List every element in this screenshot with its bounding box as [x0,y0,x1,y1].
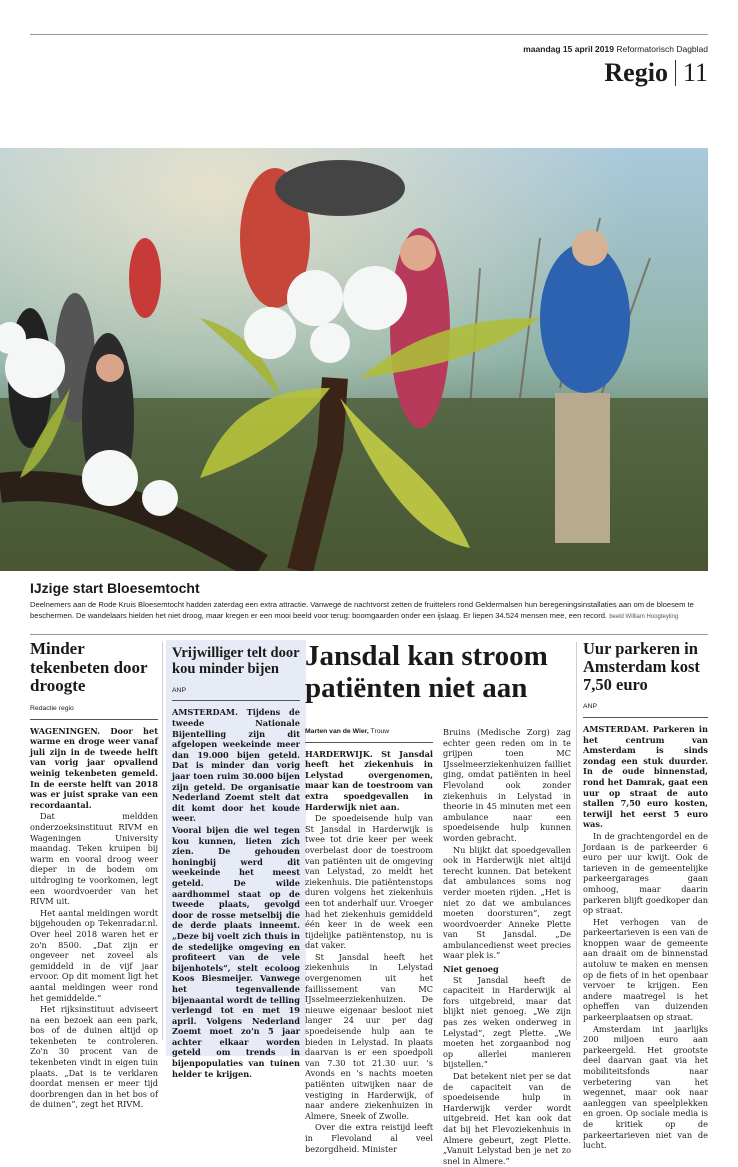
article-paragraph: AMSTERDAM. Tijdens de tweede Nationale Bijentelling zijn dit afgelopen weekeinde meer dan 19.000 bijen geteld. Dat is minder dan vorig jaar toen ruim 30.000 bijen zijn geteld. De organisatie Nederland Zoemt stelt dat dit komt door het koude weer. [172,707,300,824]
article-jansdal-col2 [443,727,571,1167]
article-tick-bites [30,640,158,1111]
issue-date: maandag 15 april 2019 [523,44,614,54]
section-rule [30,634,708,635]
article-paragraph: Amsterdam int jaarlijks 200 miljoen euro aan parkeergeld. Het grootste deel daarvan gaat via het mobiliteitsfonds naar verbetering van het wegennet, maar ook naar aanleggen van speelplekken en groen. Op sociale media is de kritiek op de parkeertarieven niet van de lucht. [583,1023,708,1151]
column-divider [576,642,577,1040]
article-title: Uur parkeren in Amsterdam kost 7,50 euro [583,639,700,695]
byline: Redactie regio [30,705,74,713]
article-lead: AMSTERDAM. Parkeren in het centrum van Amsterdam is sinds zondag een stuk duurder. In de oude binnenstad, rond het Damrak, gaat een uur op straat de auto stallen 7,50 euro kosten, terwijl het eerst 5 euro was. [583,724,708,830]
article-paragraph: Dat meldden onderzoeksinstituut RIVM en Wageningen University maandag. Teken kruipen bij warm en vooral droog weer dieper in de bodem om uitdroging te voorkomen, legt een woordvoerder van het RIVM uit. [30,811,158,907]
byline-rule [30,719,158,720]
article-title: Vrijwilliger telt door kou minder bijen [172,645,300,677]
page-number: 11 [682,58,708,87]
article-paragraph: Dat betekent niet per se dat de capaciteit van de spoedeisende hulp in Harderwijk verder wordt uitgebreid. Het kan ook dat dat bij het Flevoziekenhuis in Almere gebeurt, zegt Plette. „Vanuit Lelystad ben je net zo snel in Almere.” [443,1071,571,1166]
section-header [604,58,708,88]
article-paragraph: Het aantal meldingen wordt bijgehouden op Tekenradar.nl. Over heel 2018 waren het er zo'n 8500. „Dat zijn er ongeveer net zoveel als gemiddeld in de vijf jaar ervoor. Op dit moment ligt het aantal meldingen weer rond het gemiddelde.” [30,907,158,1003]
article-parking [583,640,708,1152]
byline-rule [172,700,300,701]
article-paragraph: St Jansdal heeft de capaciteit in Harderwijk al fors uitgebreid, maar dat blijkt niet genoeg. „We zijn pas zes weken onderweg in Lelystad”, zegt Plette. „We moeten het zorgaanbod nog op allerlei manieren bijstellen.” [443,974,571,1070]
article-paragraph: Het verhogen van de parkeertarieven is een van de knoppen waar de gemeente aan draait om de binnenstad autoluw te maken en mensen op de fiets of in het openbaar vervoer te krijgen. Een andere maatregel is het opheffen van duizenden parkeerplaatsen op straat. [583,916,708,1023]
article-paragraph: Nu blijkt dat spoedgevallen ook in Harderwijk niet altijd terecht kunnen. Dat betekent dat ambulances soms nog verder moeten rijden. „Het is niet zo dat we ambulances moeten doorsturen”, zegt woordvoerder Anneke Plette van St Jansdal. „De ambulancedienst weet precies waar plek is.” [443,844,571,961]
article-paragraph: St Jansdal heeft het ziekenhuis in Lelystad overgenomen uit het faillissement van MC IJsselmeerziekenhuizen. De nieuwe eigenaar besloot niet langer 24 uur per dag spoedeisende hulp aan te bieden in Lelystad. In plaats daarvan is er een spoedpoli van 7.30 tot 21.30 uur. 's Avonds en 's nachts moeten patiënten uitwijken naar de vestiging in Harderwijk, of naar andere ziekenhuizen in Almere, Sneek of Zwolle. [305,951,433,1121]
paper-name: Reformatorisch Dagblad [616,44,708,54]
article-paragraph: In de grachtengordel en de Jordaan is de parkeerder 6 euro per uur kwijt. Ook de tarieven in de gemeentelijke parkeergarages gaan omhoog, maar daarin parkeren blijft goedkoper dan op straat. [583,830,708,916]
section-divider [675,60,676,86]
article-paragraph: Vooral bijen die wel tegen kou kunnen, lieten zich zien. De gehouden honingbij werd dit weekeinde het meest geteld. De wilde aardhommel staat op de tweede plaats, gevolgd door de rosse metselbij die de derde plaats inneemt. „Deze bij voelt zich thuis in de stedelijke omgeving en profiteert van de vele bijenhotels”, stelt ecoloog Koos Biesmeijer. Vanwege het tegenvallende bijenaantal wordt de telling verlengd tot en met 19 april. Volgens Nederland Zoemt moet zo'n 5 jaar achter elkaar worden geteld om trends in bijenpopulaties van tuinen helder te krijgen. [172,825,300,1079]
byline-rule [305,742,433,743]
article-title: Minder tekenbeten door droogte [30,639,148,696]
article-paragraph: Het rijksinstituut adviseert na een bezoek aan een park, bos of de duinen altijd op tekenbeten te controleren. Zo'n 30 procent van de tekenbeten vindt in eigen tuin plaats. „Dat is te verklaren doordat mensen er meer tijd doorbrengen dan in het bos of de duinen”, zegt het RIVM. [30,1004,158,1110]
article-paragraph: Over die extra reistijd leeft in Flevoland al veel bezorgdheid. Minister [305,1122,433,1154]
top-rule [30,34,708,35]
article-lead: WAGENINGEN. Door het warme en droge weer vanaf juli zijn in de tweede helft van vorig jaar opvallend weinig tekenbeten gemeld. In de eerste helft van 2018 was er juist sprake van een recordaantal. [30,725,158,810]
section-name: Regio [604,58,668,87]
byline-rule [583,717,708,718]
column-divider [162,642,163,1040]
subheading: Niet genoeg [443,964,499,975]
article-paragraph: De spoedeisende hulp van St Jansdal in Harderwijk is twee tot drie keer per week overbelast door de toestroom van patiënten uit de omgeving van Lelystad, zo meldt het ziekenhuis. Die patiëntenstops duren volgens het ziekenhuis een tot anderhalf uur. Vroeger had het ziekenhuis gemiddeld één keer in de week een tijdelijke patiëntenstop, nu is dat vaker. [305,813,433,951]
article-lead: HARDERWIJK. St Jansdal heeft het ziekenhuis in Lelystad overgenomen, maar kan de toestroom van extra spoedgevallen in Harderwijk niet aan. [305,748,433,812]
author: Marten van de Wier, [305,728,369,735]
article-bees [166,640,306,1079]
article-paragraph: Bruins (Medische Zorg) zag echter geen reden om in te grijpen toen MC IJsselmeerziekenhuizen failliet ging, omdat patiënten in heel Flevoland ook zonder ziekenhuis in Lelystad in theorie in 45 minuten met een ambulance naar een spoedeisende hulp kunnen worden gebracht. [443,727,571,843]
byline: ANP [172,686,186,694]
photo-caption [30,600,708,622]
byline: ANP [583,703,597,711]
photo-title: IJzige start Bloesemtocht [30,580,200,596]
article-jansdal-col1 [305,727,433,1155]
photo-caption-text: Deelnemers aan de Rode Kruis Bloesemtocht hadden zaterdag een extra attractie. Vanwege de nachtvorst zetten de fruittelers rond Geldermalsen hun beregeningsinstallaties aan om de bloesem te beschermen. De wandelaars hielden het niet droog, maar kregen er een mooi beeld voor terug: boomgaarden onder een ijslaag. Er liepen 34.524 mensen mee, een record. [30,600,694,620]
byline [305,727,433,738]
blossom-photo [0,148,708,571]
source: Trouw [370,728,390,735]
article-title-jansdal: Jansdal kan stroom patiënten niet aan [305,640,548,704]
dateline [523,44,708,54]
photo-credit: beeld William Hoogteyling [609,613,679,620]
